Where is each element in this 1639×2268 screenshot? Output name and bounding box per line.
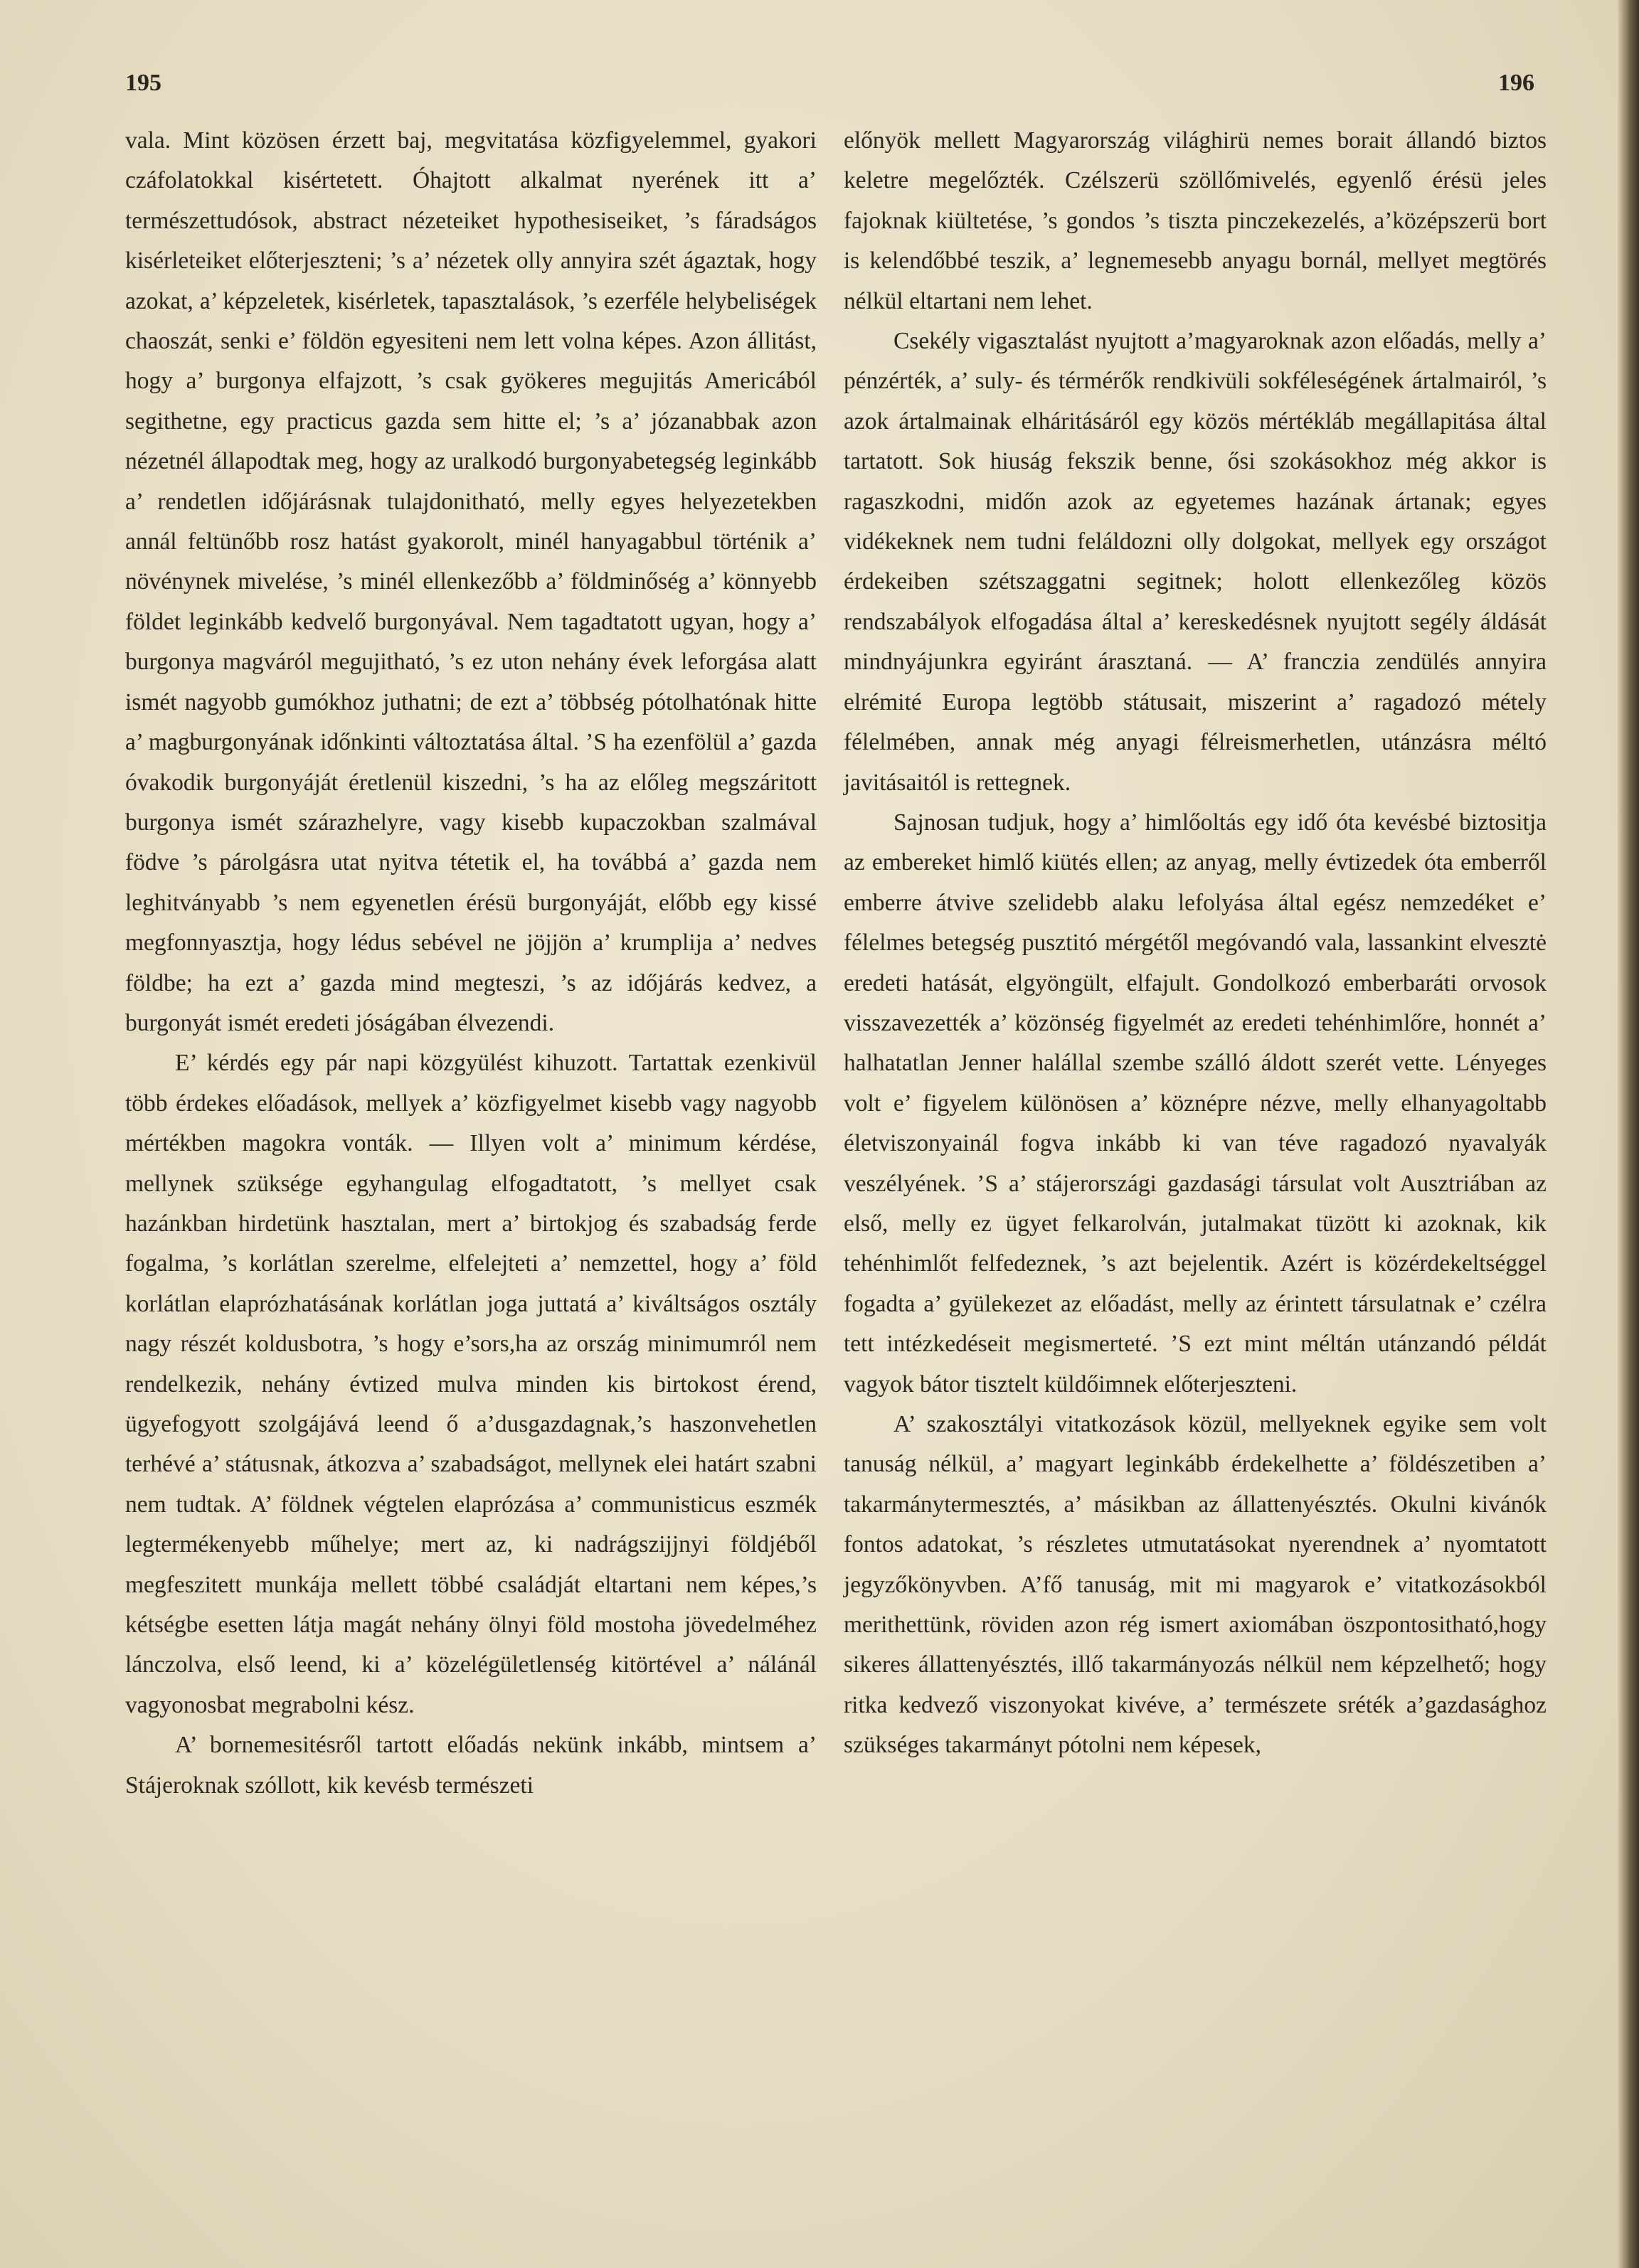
paragraph: Csekély vigasztalást nyujtott a’magyaroknak azon előadás, melly a’ pénzérték, a’ suly- és térmérők rendkivüli sokféleségének ártalmairól, ’s azok ártalmainak elháritásáról egy közös mértékláb megállapitása által tartatott. Sok hiuság fekszik benne, ősi szokásokhoz még akkor is ragaszkodni, midőn azok az egyetemes hazának ártanak; egyes vidékeknek nem tudni feláldozni olly dolgokat, mellyek egy országot érdekeiben szétszaggatni segitnek; holott ellenkezőleg közös rendszabályok elfogadása által a’ kereskedésnek nyujtott segély áldását mindnyájunkra egyiránt árasztaná. — A’ franczia zendülés annyira elrémité Europa legtöbb státusait, miszerint a’ ragadozó métely félelmében, annak még anyagi félreismerhetlen, utánzásra méltó javitásaitól is rettegnek. <box>844 328 1547 796</box>
text-column-right <box>844 121 1547 1766</box>
text-column-left <box>125 121 817 1806</box>
paragraph: A’ bornemesitésről tartott előadás nekünk inkább, mintsem a’ Stájeroknak szóllott, kik kevésb természeti <box>125 1732 817 1799</box>
page-number-right: 196 <box>1498 70 1534 96</box>
paragraph: A’ szakosztályi vitatkozások közül, mellyeknek egyike sem volt tanuság nélkül, a’ magyart leginkább érdekelhette a’ földészetiben a’ takarmánytermesztés, a’ másikban az állattenyésztés. Okulni kivánók fontos adatokat, ’s részletes utmutatásokat nyerendnek a’ nyomtatott jegyzőkönyvben. A’fő tanuság, mit mi magyarok e’ vitatkozásokból merithettünk, röviden azon rég ismert axiomában öszpontositható,hogy sikeres állattenyésztés, illő takarmányozás nélkül nem képzelhető; hogy ritka kedvező viszonyokat kivéve, a’ természete sréték a’gazdasághoz szükséges takarmányt pótolni nem képesek, <box>844 1411 1547 1759</box>
paragraph: E’ kérdés egy pár napi közgyülést kihuzott. Tartattak ezenkivül több érdekes előadások, mellyek a’ közfigyelmet kisebb vagy nagyobb mértékben magokra vonták. — Illyen volt a’ minimum kérdése, mellynek szüksége egyhangulag elfogadtatott, ’s mellyet csak hazánkban hirdetünk hasztalan, mert a’ birtokjog és szabadság ferde fogalma, ’s korlátlan szerelme, elfelejteti a’ nemzettel, hogy a’ föld korlátlan elaprózhatásának korlátlan joga juttatá a’ kiváltságos osztály nagy részét koldusbotra, ’s hogy e’sors,ha az ország minimumról nem rendelkezik, nehány évtized mulva minden kis birtokost érend, ügyefogyott szolgájává leend ő a’dusgazdagnak,’s haszonvehetlen terhévé a’ státusnak, átkozva a’ szabadságot, mellynek elei határt szabni nem tudtak. A’ földnek végtelen elaprózása a’ communisticus eszmék legtermékenyebb műhelye; mert az, ki nadrágszijjnyi földjéből megfeszitett munkája mellett többé családját eltartani nem képes,’s kétségbe esetten látja magát nehány ölnyi föld mostoha jövedelméhez lánczolva, első leend, ki a’ közelégületlenség kitörtével a’ nálánál vagyonosbat megrabolni kész. <box>125 1050 817 1718</box>
paragraph: előnyök mellett Magyarország világhirü nemes borait állandó biztos keletre megelőzték. Czélszerü szöllőmivelés, egyenlő érésü jeles fajoknak kiültetése, ’s gondos ’s tiszta pinczekezelés, a’középszerü bort is kelendőbbé teszik, a’ legnemesebb anyagu bornál, mellyet megtörés nélkül eltartani nem lehet. <box>844 127 1547 314</box>
paragraph: vala. Mint közösen érzett baj, megvitatása közfigyelemmel, gyakori czáfolatokkal kisértetett. Óhajtott alkalmat nyerének itt a’ természettudósok, abstract nézeteiket hypothesiseiket, ’s fáradságos kisérleteiket előterjeszteni; ’s a’ nézetek olly annyira szét ágaztak, hogy azokat, a’ képzeletek, kisérletek, tapasztalások, ’s ezerféle helybeliségek chaoszát, senki e’ földön egyesiteni nem lett volna képes. Azon állitást, hogy a’ burgonya elfajzott, ’s csak gyökeres megujitás Americából segithetne, egy practicus gazda sem hitte el; ’s a’ józanabbak azon nézetnél állapodtak meg, hogy az uralkodó burgonyabetegség leginkább a’ rendetlen időjárásnak tulajdonitható, melly egyes helyezetekben annál feltünőbb rosz hatást gyakorolt, minél hanyagabbul történik a’ növénynek mivelése, ’s minél ellenkezőbb a’ földminőség a’ könnyebb földet leginkább kedvelő burgonyával. Nem tagadtatott ugyan, hogy a’ burgonya magváról megujitható, ’s ez uton nehány évek leforgása alatt ismét nagyobb gumókhoz juthatni; de ezt a’ többség pótolhatónak hitte a’ magburgonyának időnkinti változtatása által. ’S ha ezenfölül a’ gazda óvakodik burgonyáját éretlenül kiszedni, ’s ha az előleg megszáritott burgonya ismét szárazhelyre, vagy kisebb kupaczokban szalmával födve ’s párolgásra utat nyitva tétetik el, ha továbbá a’ gazda nem leghitványabb ’s nem egyenetlen érésü burgonyáját, előbb egy kissé megfonnyasztja, hogy lédus sebével ne jöjjön a’ krumplija a’ nedves földbe; ha ezt a’ gazda mind megteszi, ’s az időjárás kedvez, a burgonyát ismét eredeti jóságában élvezendi. <box>125 127 817 1036</box>
page-number-left: 195 <box>125 70 161 96</box>
page-edge-shadow <box>1618 0 1639 2268</box>
paragraph: Sajnosan tudjuk, hogy a’ himlőoltás egy idő óta kevésbé biztositja az embereket himlő kiütés ellen; az anyag, melly évtizedek óta emberről emberre átvive szelidebb alaku lefolyása által egész nemzedéket e’ félelmes betegség pusztitó mérgétől megóvandó vala, lassankint elvesztė eredeti hatását, elgyöngült, elfajult. Gondolkozó emberbaráti orvosok visszavezették a’ közönség figyelmét az eredeti tehénhimlőre, honnét a’ halhatatlan Jenner halállal szembe szálló áldott szerét vette. Lényeges volt e’ figyelem különösen a’ köznépre nézve, melly elhanyagoltabb életviszonyainál fogva inkább ki van téve ragadozó nyavalyák veszélyének. ’S a’ stájerországi gazdasági társulat volt Ausztriában az első, melly ez ügyet felkarolván, jutalmakat tüzött ki azoknak, kik tehénhimlőt felfedeznek, ’s azt bejelentik. Azért is közérdekeltséggel fogadta a’ gyülekezet az előadást, melly az érintett társulatnak e’ czélra tett intézkedéseit megismerteté. ’S ezt mint méltán utánzandó példát vagyok bátor tisztelt küldőimnek előterjeszteni. <box>844 809 1547 1397</box>
